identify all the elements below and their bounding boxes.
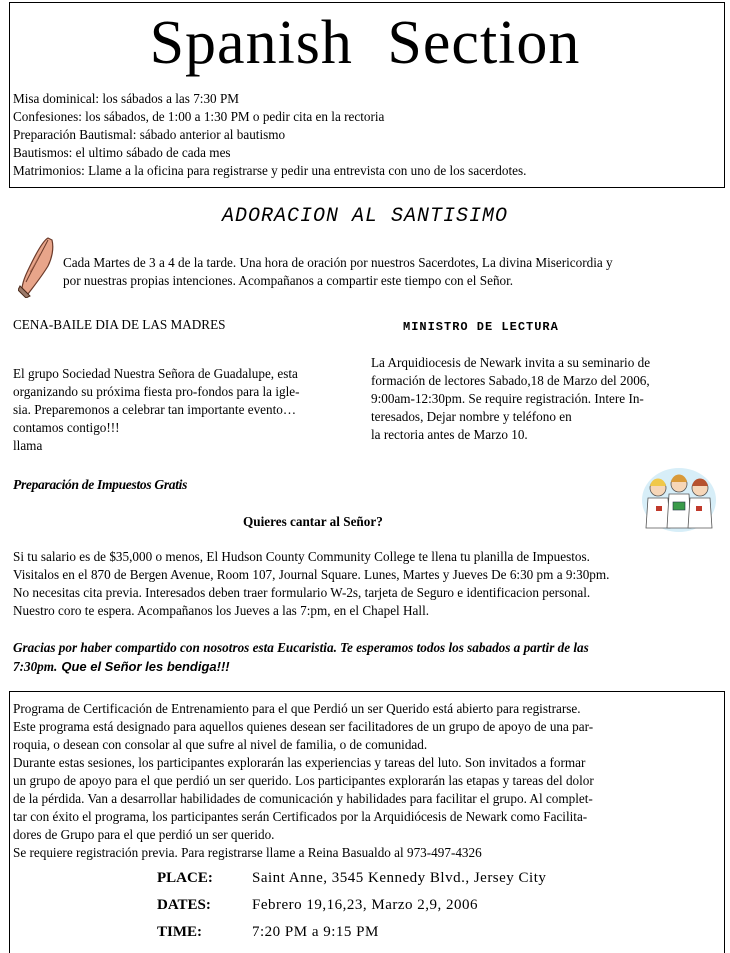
ministro-line-3: 9:00am-12:30pm. Se require registración. Intere In- [371,391,644,406]
adoracion-text-2: por nuestras propias intenciones. Acompañanos a compartir este tiempo con el Señor. [63,273,514,288]
baptism-line: Bautismos: el ultimo sábado de cada mes [13,145,231,160]
adoracion-title: ADORACION AL SANTISIMO [221,205,509,228]
programa-line-4: Durante estas sesiones, los participantes explorarán las experiencias y tareas del luto. Son invitados a formar [13,755,586,770]
choir-children-icon [640,464,718,534]
praying-hands-icon [18,236,60,298]
impuestos-line-2: Visitalos en el 870 de Bergen Avenue, Room 107, Journal Square. Lunes, Martes y Jueves De 6:30 pm a 9:30pm. [13,567,610,582]
cena-line-3: sia. Preparemonos a celebrar tan importante evento… [13,402,297,417]
ministro-title: MINISTRO DE LECTURA [403,320,559,334]
adoracion-text-1: Cada Martes de 3 a 4 de la tarde. Una hora de oración por nuestros Sacerdotes, La divina Misericordia y [63,255,613,270]
ministro-line-2: formación de lectores Sabado,18 de Marzo del 2006, [371,373,650,388]
programa-line-9: Se requiere registración previa. Para registrarse llame a Reina Basualdo al 973-497-4326 [13,845,482,860]
ministro-line-4: teresados, Dejar nombre y teléfono en [371,409,572,424]
cena-line-2: organizando su próxima fiesta pro-fondos para la igle- [13,384,300,399]
time-label: TIME: [157,924,202,940]
programa-line-1: Programa de Certificación de Entrenamiento para el que Perdió un ser Querido está abierto para registrarse. [13,701,581,716]
cena-line-5: llama [13,438,43,453]
programa-line-3: roquia, o desean con consolar al que sufre al nivel de familia, o de comunidad. [13,737,428,752]
programa-line-8: dores de Grupo para el que perdió un ser querido. [13,827,275,842]
ministro-line-1: La Arquidiocesis de Newark invita a su seminario de [371,355,651,370]
time-value: 7:20 PM a 9:15 PM [252,924,379,940]
impuestos-line-1: Si tu salario es de $35,000 o menos, El Hudson County Community College te llena tu planilla de Impuestos. [13,549,590,564]
dates-value: Febrero 19,16,23, Marzo 2,9, 2006 [252,897,479,913]
gracias-blessing: Que el Señor les bendiga!!! [61,659,230,674]
cena-line-4: contamos contigo!!! [13,420,120,435]
impuestos-title: Preparación de Impuestos Gratis [13,477,188,492]
confession-line: Confesiones: los sábados, de 1:00 a 1:30 PM o pedir cita en la rectoria [13,109,385,124]
cena-title: CENA-BAILE DIA DE LAS MADRES [13,317,226,332]
impuestos-line-4: Nuestro coro te espera. Acompañanos los Jueves a las 7:pm, en el Chapel Hall. [13,603,430,618]
programa-line-6: de la pérdida. Van a desarrollar habilidades de comunicación y habilidades para facilitar el grupo. Al complet- [13,791,593,806]
marriage-line: Matrimonios: Llame a la oficina para registrarse y pedir una entrevista con uno de los sacerdotes. [13,163,527,178]
programa-line-7: tar con éxito el programa, los participantes serán Certificados por la Arquidiócesis de Newark como Facilita- [13,809,588,824]
gracias-time: 7:30pm. [13,659,58,674]
dates-label: DATES: [157,897,211,913]
place-label: PLACE: [157,870,213,886]
programa-line-2: Este programa está designado para aquellos quienes desean ser facilitadores de un grupo de apoyo de una par- [13,719,594,734]
gracias-line-2 [13,658,230,676]
page-title: Spanish Section [149,9,581,77]
gracias-line-1: Gracias por haber compartido con nosotros esta Eucaristia. Te esperamos todos los sabados a partir de las [13,640,589,655]
ministro-line-5: la rectoria antes de Marzo 10. [371,427,528,442]
cena-line-1: El grupo Sociedad Nuestra Señora de Guadalupe, esta [13,366,298,381]
baptism-prep-line: Preparación Bautismal: sábado anterior al bautismo [13,127,286,142]
programa-line-5: un grupo de apoyo para el que perdió un ser querido. Los participantes explorarán las etapas y tareas del dolor [13,773,594,788]
choir-question: Quieres cantar al Señor? [243,514,383,529]
place-value: Saint Anne, 3545 Kennedy Blvd., Jersey City [252,870,547,886]
mass-schedule-line: Misa dominical: los sábados a las 7:30 PM [13,91,240,106]
impuestos-line-3: No necesitas cita previa. Interesados deben traer formulario W-2s, tarjeta de Seguro e identificacion personal. [13,585,591,600]
